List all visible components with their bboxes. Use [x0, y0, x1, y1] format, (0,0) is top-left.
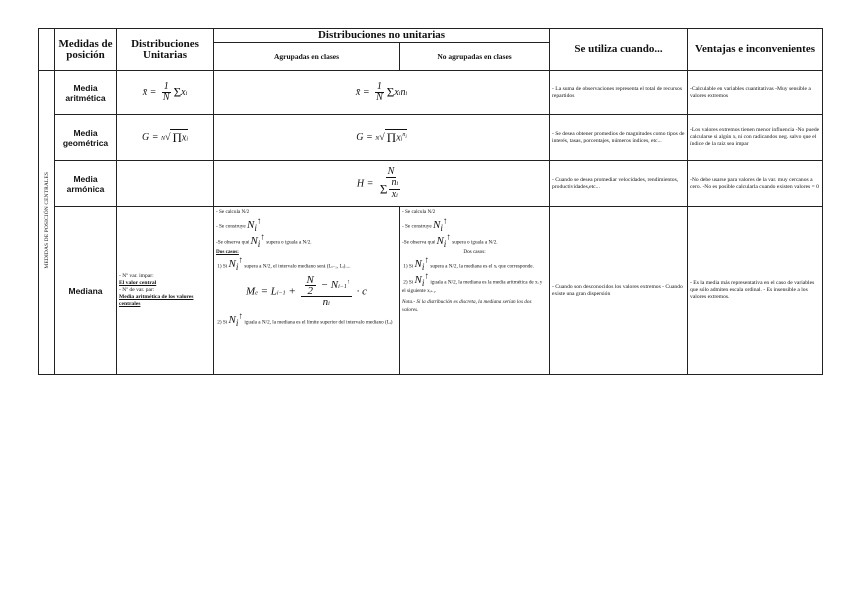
pros-aritmetica: -Calculable en variables cuantitativas -Muy sensible a valores extremos	[688, 71, 823, 115]
mediana-unit-line2: El valor central	[119, 280, 157, 286]
mediana-na-6b: iguala a N/2, la mediana es la media aritmética de xᵢ y el siguiente xᵢ₊₁.	[402, 279, 543, 295]
uses-geometrica: - Se desea obtener promedios de magnitudes como tipos de interés, tasas, porcentajes, números índices, etc...	[550, 115, 688, 161]
mediana-ag-2: - Se construye	[216, 223, 246, 230]
header-medidas: Medidas de posición	[55, 29, 117, 71]
uses-aritmetica: - La suma de observaciones representa el total de recursos repartidos	[550, 71, 688, 115]
mediana-na-6: 2) Si	[403, 279, 414, 286]
row-name-mediana: Mediana	[55, 207, 117, 375]
mediana-ag-5b: supera a N/2, el intervalo mediano será (Lᵢ₋₁, Lᵢ)....	[244, 263, 351, 270]
mediana-unit-line3: - Nº de var. par:	[119, 287, 155, 293]
mediana-na-3b: supera o iguala a N/2.	[452, 239, 498, 246]
uses-mediana: - Cuando son desconocidos los valores extremos - Cuando existe una gran dispersión	[550, 207, 688, 375]
pros-armonica: -No debe usarse para valores de la var. muy cercanos a cero. -No es posible calcularla cuando existen valores = 0	[688, 161, 823, 207]
mediana-na-4: Dos casos:	[463, 248, 486, 255]
side-label-cell	[39, 71, 55, 375]
header-unitarias: Distribuciones Unitarias	[117, 29, 214, 71]
mediana-ag-1: - Se calcula N/2	[216, 209, 250, 215]
pros-mediana: - Es la media más representativa en el caso de variables que sólo admiten escala ordinal. - Es insensible a los valores extremos.	[688, 207, 823, 375]
mediana-na-5: 1) Si	[403, 263, 414, 270]
summary-table	[38, 28, 823, 375]
mediana-na-5b: supera a N/2, la mediana es el xᵢ que corresponde.	[430, 263, 534, 270]
mediana-unit-line4: Media aritmética de los valores centrales	[119, 294, 194, 307]
formula-armonica-no-unitaria: H = N Σ $\frac{ni}{xi}$	[214, 161, 550, 207]
side-label: MEDIDAS DE POSICIÓN CENTRALES	[43, 171, 50, 269]
row-name-geometrica: Media geométrica	[55, 115, 117, 161]
corner-cell	[39, 29, 55, 71]
mediana-na-1: - Se calcula N/2	[402, 209, 436, 215]
mediana-unit-line1: - Nº var. impar:	[119, 273, 154, 279]
mediana-na-3: -Se observa qué	[402, 239, 436, 246]
formula-aritmetica-unitaria: x̄ = $\frac{1}{N}$ Σxi	[117, 71, 214, 115]
header-ventajas: Ventajas e inconvenientes	[688, 29, 823, 71]
formula-geometrica-no-unitaria: G = N√ Πxi$^{n_i}$	[214, 115, 550, 161]
row-name-aritmetica: Media aritmética	[55, 71, 117, 115]
mediana-na-2: - Se construye	[402, 223, 432, 230]
mediana-ag-5: 1) Si	[217, 263, 228, 270]
mediana-ag-3b: supera o iguala a N/2.	[266, 239, 312, 246]
mediana-agrupada: - Se calcula N/2 - Se construye $N_i^↑$ -Se observa qué $N_i^↑$ supera o iguala a N/2. Dos casos: 1) Si $N_i^↑$ supera a N/2, el intervalo mediano será (Lᵢ₋₁, Lᵢ).... Me = Li−1 + $\frac{N}{2}$ − Ni−1↑ ni · c 2) Si $N_i^↑$ iguala a N/2, la mediana es el límite superior del intervalo mediano (Lᵢ)	[214, 207, 400, 375]
mediana-formula: Me = Li−1 + $\frac{N}{2}$ − Ni−1↑ ni · c	[245, 273, 367, 308]
row-name-armonica: Media armónica	[55, 161, 117, 207]
mediana-no-agrupada: - Se calcula N/2 - Se construye $N_i^↑$ -Se observa qué $N_i^↑$ supera o iguala a N/2. Dos casos: 1) Si $N_i^↑$ supera a N/2, la mediana es el xᵢ que corresponde. 2) Si $N_i^↑$ iguala a N/2, la mediana es la media aritmética de xᵢ y el siguiente xᵢ₊₁. Nota.- Si la distribución es discreta, la mediana serían los dos valores.	[400, 207, 550, 375]
header-no-unitarias: Distribuciones no unitarias	[214, 29, 550, 43]
formula-geometrica-unitaria: G = N√ Πxi	[117, 115, 214, 161]
mediana-ag-4: Dos casos:	[216, 248, 239, 255]
header-no-agrupadas: No agrupadas en clases	[400, 43, 550, 71]
header-agrupadas: Agrupadas en clases	[214, 43, 400, 71]
header-utiliza: Se utiliza cuando...	[550, 29, 688, 71]
mediana-ag-6b: iguala a N/2, la mediana es el límite superior del intervalo mediano (Lᵢ)	[244, 319, 393, 326]
pros-geometrica: -Los valores extremos tienen menor influencia -No puede calcularse si algún xᵢ ni con radicandos neg. salvo que el índice de la raíz sea impar	[688, 115, 823, 161]
formula-aritmetica-no-unitaria: x̄ = $\frac{1}{N}$ Σxini	[214, 71, 550, 115]
uses-armonica: - Cuando se desea promediar velocidades, rendimientos, productividades,etc...	[550, 161, 688, 207]
formula-armonica-unitaria	[117, 161, 214, 207]
mediana-unitaria	[117, 207, 214, 375]
mediana-na-7: Nota.- Si la distribución es discreta, la mediana serían los dos valores.	[402, 299, 532, 314]
mediana-ag-6: 2) Si	[217, 319, 228, 326]
mediana-ag-3: -Se observa qué	[216, 239, 250, 246]
